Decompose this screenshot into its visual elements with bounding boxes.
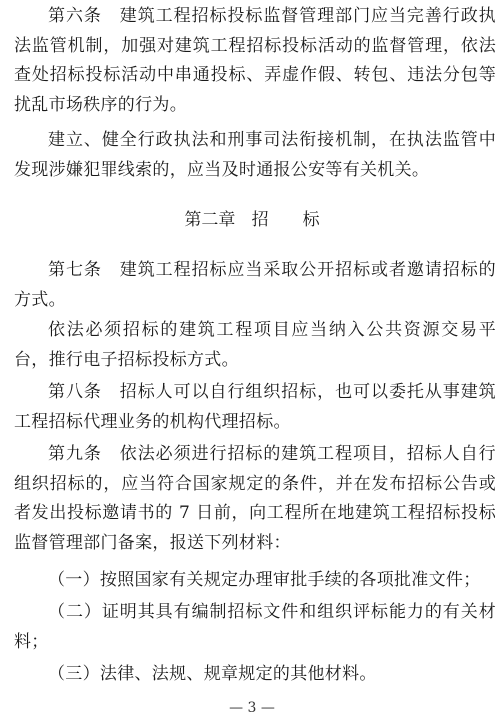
paragraph-article-6-2 [14, 126, 496, 185]
paragraph-article-6 [14, 2, 496, 120]
paragraph-article-8 [14, 378, 496, 437]
paragraph-article-7 [14, 256, 496, 315]
list-item-text: （一）按照国家有关规定办理审批手续的各项批准文件； [48, 570, 481, 590]
list-item-3 [14, 660, 496, 690]
article-number: 第八条 [48, 382, 102, 402]
paragraph-article-7-2 [14, 316, 496, 375]
paragraph-article-9 [14, 440, 496, 558]
paragraph-text: 建筑工程招标应当采取公开招标或者邀请招标的方式。 [14, 260, 496, 310]
paragraph-text: 依法必须进行招标的建筑工程项目，招标人自行组织招标的，应当符合国家规定的条件，并在发布招标公告或者发出投标邀请书的 7 日前，向工程所在地建筑工程招标投标监督管理部门备案，报送下列材料： [14, 444, 496, 553]
article-number: 第六条 [48, 6, 102, 26]
chapter-title: 招 标 [251, 210, 320, 230]
chapter-heading [0, 206, 504, 235]
list-item-2 [14, 598, 496, 657]
paragraph-text: 建筑工程招标投标监督管理部门应当完善行政执法监管机制，加强对建筑工程招标投标活动的监督管理，依法查处招标投标活动中串通投标、弄虚作假、转包、违法分包等扰乱市场秩序的行为。 [14, 6, 496, 115]
list-item-1 [14, 566, 496, 596]
chapter-number: 第二章 [184, 210, 236, 230]
article-number: 第九条 [48, 444, 102, 464]
page-number: — 3 — [229, 700, 275, 716]
paragraph-text: 依法必须招标的建筑工程项目应当纳入公共资源交易平台，推行电子招标投标方式。 [14, 320, 496, 370]
paragraph-text: 招标人可以自行组织招标，也可以委托从事建筑工程招标代理业务的机构代理招标。 [14, 382, 496, 432]
article-number: 第七条 [48, 260, 102, 280]
list-item-text: （三）法律、法规、规章规定的其他材料。 [48, 664, 377, 684]
paragraph-text: 建立、健全行政执法和刑事司法衔接机制，在执法监管中发现涉嫌犯罪线索的，应当及时通报公安等有关机关。 [14, 130, 496, 180]
list-item-text: （二）证明其具有编制招标文件和组织评标能力的有关材料； [14, 602, 496, 652]
